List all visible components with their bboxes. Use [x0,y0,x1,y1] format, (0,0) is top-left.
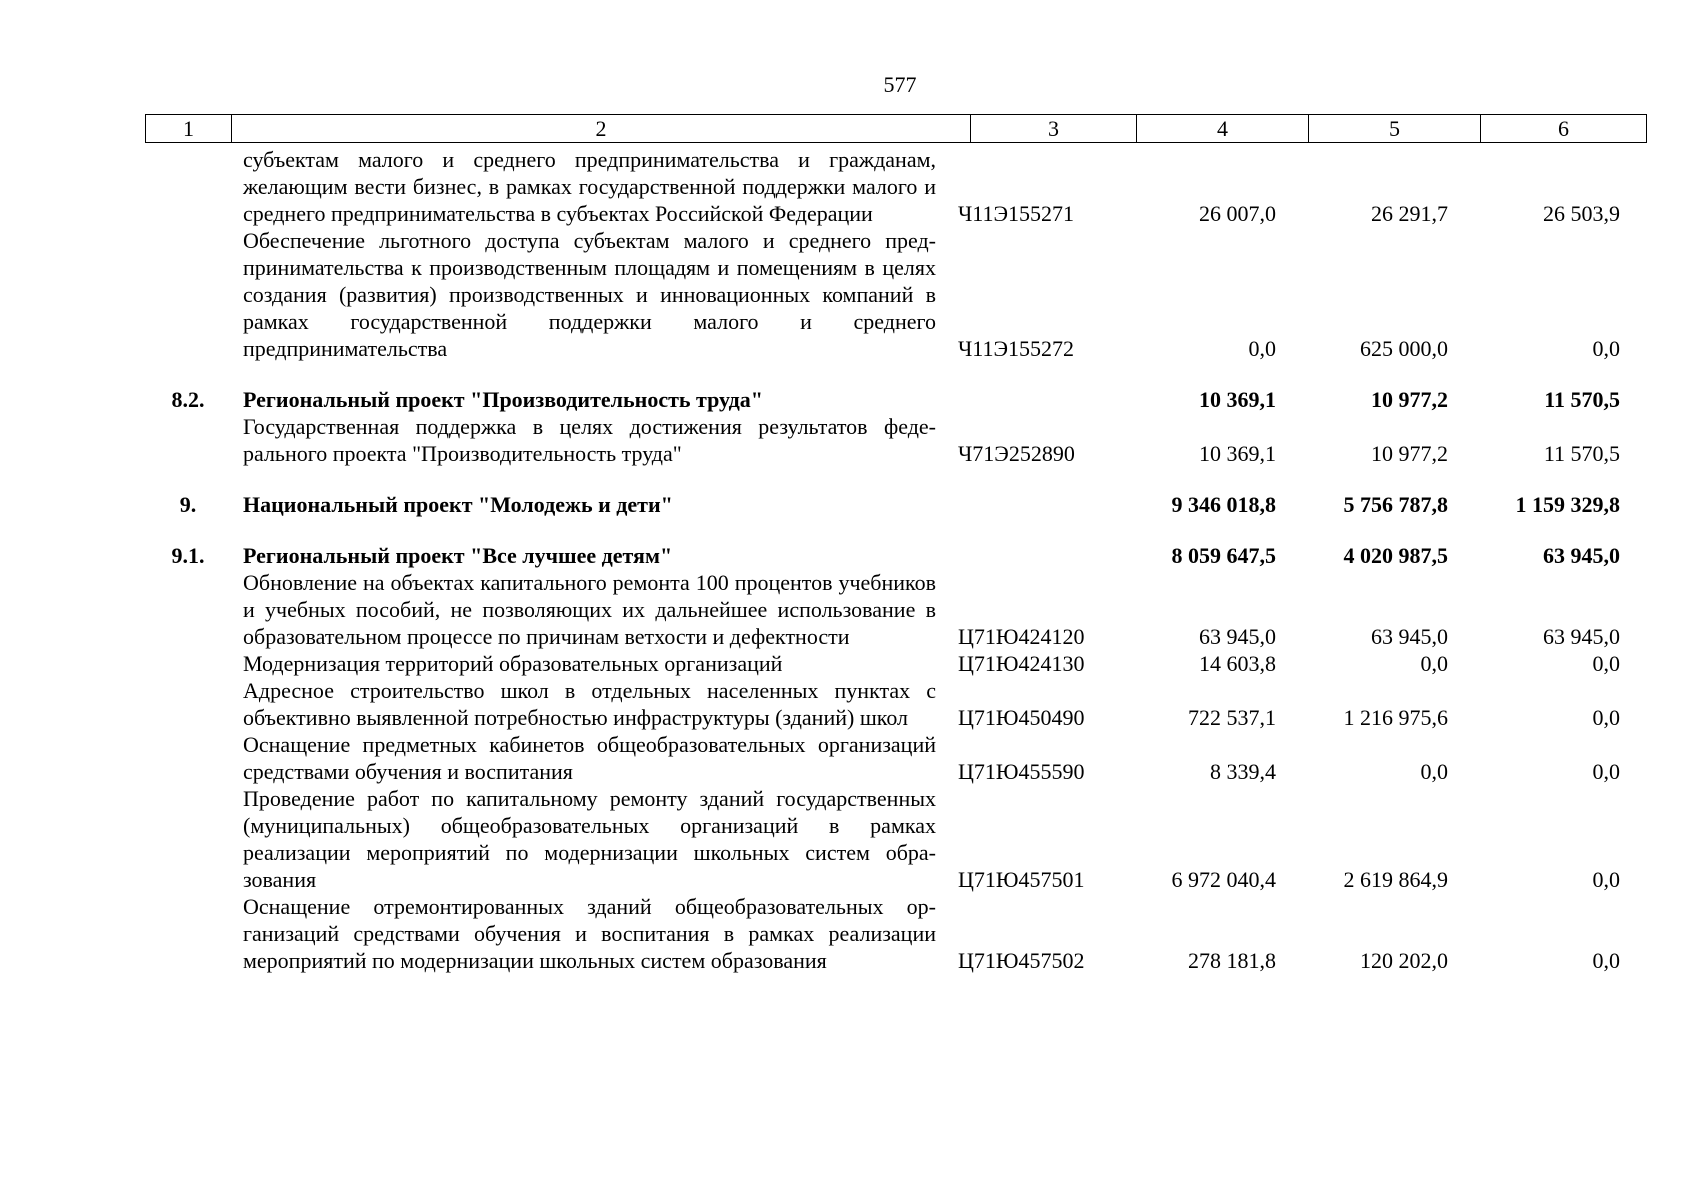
section-row [145,542,1646,569]
row-value-col4: 278 181,8 [1188,948,1276,973]
table-row [145,227,1646,362]
table-row [145,731,1646,785]
row-value-col4: 722 537,1 [1188,705,1276,730]
section-row [145,386,1646,413]
row-value-col4: 9 346 018,8 [1171,492,1276,517]
row-code: Ц71Ю424130 [958,651,1085,676]
page-number: 577 [883,72,917,97]
row-value-col6: 0,0 [1592,705,1620,730]
row-code: Ц71Ю450490 [958,705,1085,730]
row-value-col4: 10 369,1 [1199,387,1276,412]
row-value-col5: 0,0 [1420,759,1448,784]
row-description: Оснащение предметных кабинетов общеобразовательных организаций средствами обучения и воспитания [243,732,936,784]
row-value-col5: 625 000,0 [1360,336,1448,361]
row-value-col5: 63 945,0 [1371,624,1448,649]
row-value-col5: 0,0 [1420,651,1448,676]
column-header-4: 4 [1137,115,1309,143]
column-header-1: 1 [146,115,232,143]
table-row [145,650,1646,677]
row-description: Обеспечение льготного доступа субъектам малого и среднего предпринимательства к производственным площадям и помещениям в целях создания (развития) производственных и инновационных компаний в рамках государственной поддержки малого и среднего предпринимательства [243,228,936,361]
row-number: 9. [179,492,197,517]
table-row [145,413,1646,467]
row-code: Ц71Ю424120 [958,624,1085,649]
table-row [145,146,1646,227]
row-description: Обновление на объектах капитального ремонта 100 процентов учебников и учебных пособий, не позволяющих их дальнейшее использование в образовательном процессе по причинам ветхости и дефектности [243,570,936,649]
row-value-col5: 10 977,2 [1371,387,1448,412]
section-row [145,491,1646,518]
table-row [145,677,1646,731]
row-value-col5: 5 756 787,8 [1343,492,1448,517]
row-value-col5: 26 291,7 [1371,201,1448,226]
row-description: Оснащение отремонтированных зданий общеобразовательных организаций средствами обучения и воспитания в рамках реализации мероприятий по модернизации школьных систем образования [243,894,936,973]
row-value-col4: 14 603,8 [1199,651,1276,676]
row-code: Ч11Э155271 [958,201,1075,226]
row-value-col4: 0,0 [1248,336,1276,361]
table-row [145,785,1646,893]
row-code: Ц71Ю455590 [958,759,1085,784]
row-code: Ч71Э252890 [958,441,1075,466]
column-header-5: 5 [1309,115,1481,143]
row-description: Региональный проект "Все лучшее детям" [243,543,673,568]
row-value-col6: 1 159 329,8 [1515,492,1620,517]
row-code: Ц71Ю457501 [958,867,1085,892]
table-row [145,893,1646,974]
row-description: Проведение работ по капитальному ремонту зданий государственных (муниципальных) общеобразовательных организаций в рамках реализации мероприятий по модернизации школьных систем образования [243,786,936,892]
row-value-col6: 0,0 [1592,867,1620,892]
column-header-6: 6 [1481,115,1647,143]
row-value-col6: 0,0 [1592,651,1620,676]
table-row [145,569,1646,650]
row-value-col6: 11 570,5 [1543,441,1620,466]
row-value-col4: 10 369,1 [1199,441,1276,466]
row-value-col6: 63 945,0 [1543,543,1620,568]
budget-rows [145,146,1646,974]
row-code: Ч11Э155272 [958,336,1075,361]
column-header-3: 3 [971,115,1137,143]
row-value-col6: 11 570,5 [1544,387,1620,412]
row-description: субъектам малого и среднего предпринимательства и гражданам, желающим вести бизнес, в рамках государственной поддержки малого и среднего предпринимательства в субъектах Российской Федерации [243,147,936,226]
row-value-col6: 0,0 [1592,759,1620,784]
row-description: Государственная поддержка в целях достижения результатов федерального проекта "Производительность труда" [243,414,936,466]
row-value-col4: 8 059 647,5 [1171,543,1276,568]
row-value-col6: 0,0 [1592,336,1620,361]
row-value-col5: 120 202,0 [1360,948,1448,973]
row-value-col5: 2 619 864,9 [1343,867,1448,892]
row-number: 9.1. [171,543,205,568]
row-code: Ц71Ю457502 [958,948,1085,973]
row-description: Адресное строительство школ в отдельных населенных пунктах с объективно выявленной потребностью инфраструктуры (зданий) школ [243,678,936,730]
column-header-row [146,115,1647,143]
column-header-2: 2 [232,115,971,143]
row-value-col4: 8 339,4 [1210,759,1276,784]
row-value-col4: 26 007,0 [1199,201,1276,226]
row-description: Модернизация территорий образовательных организаций [243,651,783,676]
row-value-col6: 63 945,0 [1543,624,1620,649]
column-header-table [145,114,1647,143]
row-value-col5: 10 977,2 [1371,441,1448,466]
row-value-col4: 6 972 040,4 [1171,867,1276,892]
row-value-col6: 0,0 [1592,948,1620,973]
row-number: 8.2. [171,387,205,412]
row-value-col5: 4 020 987,5 [1343,543,1448,568]
row-description: Региональный проект "Производительность труда" [243,387,763,412]
row-description: Национальный проект "Молодежь и дети" [243,492,673,517]
row-value-col4: 63 945,0 [1199,624,1276,649]
row-value-col6: 26 503,9 [1543,201,1620,226]
row-value-col5: 1 216 975,6 [1343,705,1448,730]
